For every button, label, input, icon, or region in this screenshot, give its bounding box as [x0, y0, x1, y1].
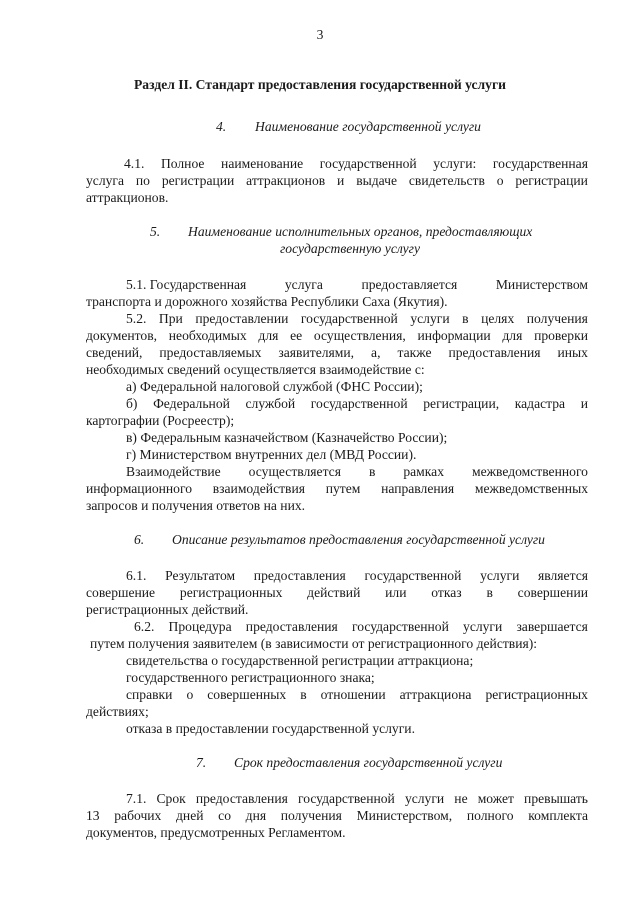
word: услуги: [480, 568, 520, 583]
word: справки: [126, 687, 173, 702]
word: предоставлении: [195, 311, 289, 326]
list-item-v: в) Федеральным казначейством (Казначейство России);: [126, 430, 448, 445]
word: Министерством,: [356, 808, 453, 823]
word: отказ: [431, 585, 462, 600]
word: услуги: [410, 311, 450, 326]
interaction-line-1: [126, 463, 588, 480]
word: 7.1.: [126, 791, 147, 806]
paragraph-6-2-line-1: [134, 618, 588, 635]
word: 6.2.: [134, 619, 155, 634]
word: государственной: [319, 156, 417, 171]
word: в: [486, 585, 493, 600]
word: государственной: [351, 619, 449, 634]
word: осуществления,: [313, 328, 406, 343]
word: получения: [526, 311, 588, 326]
word: в: [300, 687, 307, 702]
word: Результатом: [165, 568, 236, 583]
word: предоставления: [253, 568, 346, 583]
heading-5-title-line-1: Наименование исполнительных органов, предоставляющих: [188, 224, 533, 239]
word: заявителями,: [278, 345, 355, 360]
word: совершение: [86, 585, 156, 600]
heading-7-title: Срок предоставления государственной услуги: [234, 755, 503, 770]
word: рабочих: [114, 808, 162, 823]
word: получения: [280, 808, 342, 823]
paragraph-4-1-line-3: аттракционов.: [86, 190, 169, 205]
word: и: [337, 173, 345, 188]
word: услуги: [463, 619, 503, 634]
word: 5.2.: [126, 311, 147, 326]
paragraph-6-2-line-2: путем получения заявителем (в зависимости от регистрационного действия):: [90, 636, 538, 651]
word: превышать: [524, 791, 588, 806]
word: ее: [290, 328, 303, 343]
word: может: [477, 791, 514, 806]
list-6-2-item-4: отказа в предоставлении государственной услуги.: [126, 721, 415, 736]
list-6-2-item-1: свидетельства о государственной регистрации аттракциона;: [126, 653, 474, 668]
word: Взаимодействие: [126, 464, 221, 479]
heading-4-title: Наименование государственной услуги: [255, 119, 481, 134]
paragraph-7-1-line-1: [126, 790, 588, 807]
word: кадастра: [514, 396, 566, 411]
word: Срок: [156, 791, 186, 806]
word: совершенных: [207, 687, 287, 702]
word: комплекта: [528, 808, 588, 823]
list-item-b-line-2: картографии (Росреестр);: [86, 413, 235, 428]
word: взаимодействия: [212, 481, 305, 496]
word: направления: [381, 481, 455, 496]
heading-6-title: Описание результатов предоставления государственной услуги: [172, 532, 545, 547]
word: услуги: [404, 791, 445, 806]
word: предоставления: [448, 345, 541, 360]
word: регистрации,: [423, 396, 500, 411]
word: наименование: [221, 156, 304, 171]
paragraph-5-1-line-2: транспорта и дорожного хозяйства Республики Саха (Якутия).: [86, 294, 448, 309]
word: полного: [466, 808, 514, 823]
word: для: [502, 328, 523, 343]
heading-4-number: 4.: [216, 119, 227, 134]
word: совершении: [517, 585, 588, 600]
word: действий: [307, 585, 361, 600]
word: регистрационных: [179, 585, 283, 600]
paragraph-5-1-line-1: [126, 276, 588, 293]
word: Министерством: [495, 277, 588, 292]
word: государственной: [300, 311, 398, 326]
list-6-2-item-3-line-1: [126, 686, 588, 703]
paragraph-4-1-line-1: [124, 155, 588, 172]
heading-5-title-line-2: государственную услугу: [280, 241, 420, 256]
word: отношении: [320, 687, 386, 702]
word: со: [218, 808, 232, 823]
word: также: [397, 345, 432, 360]
word: целях: [481, 311, 515, 326]
section-title: Раздел II. Стандарт предоставления государственной услуги: [134, 77, 506, 92]
word: услуга: [86, 173, 125, 188]
list-6-2-item-2: государственного регистрационного знака;: [126, 670, 375, 685]
word: Полное: [160, 156, 205, 171]
word: услуга: [284, 277, 323, 292]
word: в: [462, 311, 469, 326]
heading-7-number: 7.: [196, 755, 207, 770]
paragraph-7-1-line-2: [86, 807, 588, 824]
word: документов,: [86, 328, 158, 343]
word: является: [538, 568, 588, 583]
paragraph-5-2-line-1: [126, 310, 588, 327]
word: аттракциона: [399, 687, 472, 702]
word: и: [580, 396, 588, 411]
word: государственной: [310, 396, 408, 411]
word: путем: [325, 481, 361, 496]
paragraph-6-1-line-2: [86, 584, 588, 601]
word: службой: [245, 396, 296, 411]
list-item-b-line-1: [126, 395, 588, 412]
word: предоставляется: [361, 277, 458, 292]
word: для: [258, 328, 279, 343]
list-item-g: г) Министерством внутренних дел (МВД России).: [126, 447, 417, 462]
interaction-line-3: запросов и получения ответов на них.: [86, 498, 306, 513]
paragraph-5-2-line-4: необходимых сведений осуществляется взаимодействие с:: [86, 362, 425, 377]
heading-5-number: 5.: [150, 224, 161, 239]
word: 4.1.: [124, 156, 145, 171]
word: 5.1. Государственная: [126, 277, 247, 292]
word: аттракционов: [246, 173, 326, 188]
word: свидетельств: [408, 173, 485, 188]
word: б): [126, 396, 138, 411]
word: межведомственного: [471, 464, 588, 479]
paragraph-4-1-line-2: [86, 172, 588, 189]
word: межведомственных: [474, 481, 588, 496]
word: иных: [557, 345, 588, 360]
word: предоставления: [195, 791, 288, 806]
paragraph-6-1-line-3: регистрационных действий.: [86, 602, 249, 617]
word: осуществляется: [248, 464, 341, 479]
interaction-line-2: [86, 480, 588, 497]
word: Процедура: [168, 619, 232, 634]
word: рамках: [403, 464, 444, 479]
word: необходимых: [168, 328, 247, 343]
word: проверки: [534, 328, 588, 343]
word: регистрации: [161, 173, 235, 188]
paragraph-6-1-line-1: [126, 567, 588, 584]
word: Федеральной: [153, 396, 230, 411]
word: государственная: [492, 156, 588, 171]
word: дней: [176, 808, 204, 823]
word: 13: [86, 808, 100, 823]
word: При: [158, 311, 183, 326]
word: о: [496, 173, 504, 188]
word: регистрационных: [485, 687, 588, 702]
list-6-2-item-3-line-2: действиях;: [86, 704, 149, 719]
paragraph-7-1-line-3: документов, предусмотренных Регламентом.: [86, 825, 346, 840]
list-item-a: а) Федеральной налоговой службой (ФНС России);: [126, 379, 423, 394]
word: сведений,: [86, 345, 143, 360]
word: информации: [417, 328, 491, 343]
page-number: 3: [316, 27, 324, 42]
word: о: [186, 687, 194, 702]
word: государственной: [364, 568, 462, 583]
word: регистрации: [515, 173, 588, 188]
word: в: [368, 464, 376, 479]
word: дня: [245, 808, 267, 823]
paragraph-5-2-line-2: [86, 327, 588, 344]
word: государственной: [297, 791, 395, 806]
word: предоставляемых: [159, 345, 262, 360]
word: услуги:: [433, 156, 477, 171]
paragraph-5-2-line-3: [86, 344, 588, 361]
word: выдаче: [356, 173, 398, 188]
word: предоставления: [245, 619, 338, 634]
heading-6-number: 6.: [134, 532, 145, 547]
word: завершается: [516, 619, 588, 634]
word: информационного: [86, 481, 193, 496]
word: по: [135, 173, 150, 188]
word: или: [385, 585, 407, 600]
word: а,: [371, 345, 381, 360]
word: не: [454, 791, 468, 806]
word: 6.1.: [126, 568, 147, 583]
